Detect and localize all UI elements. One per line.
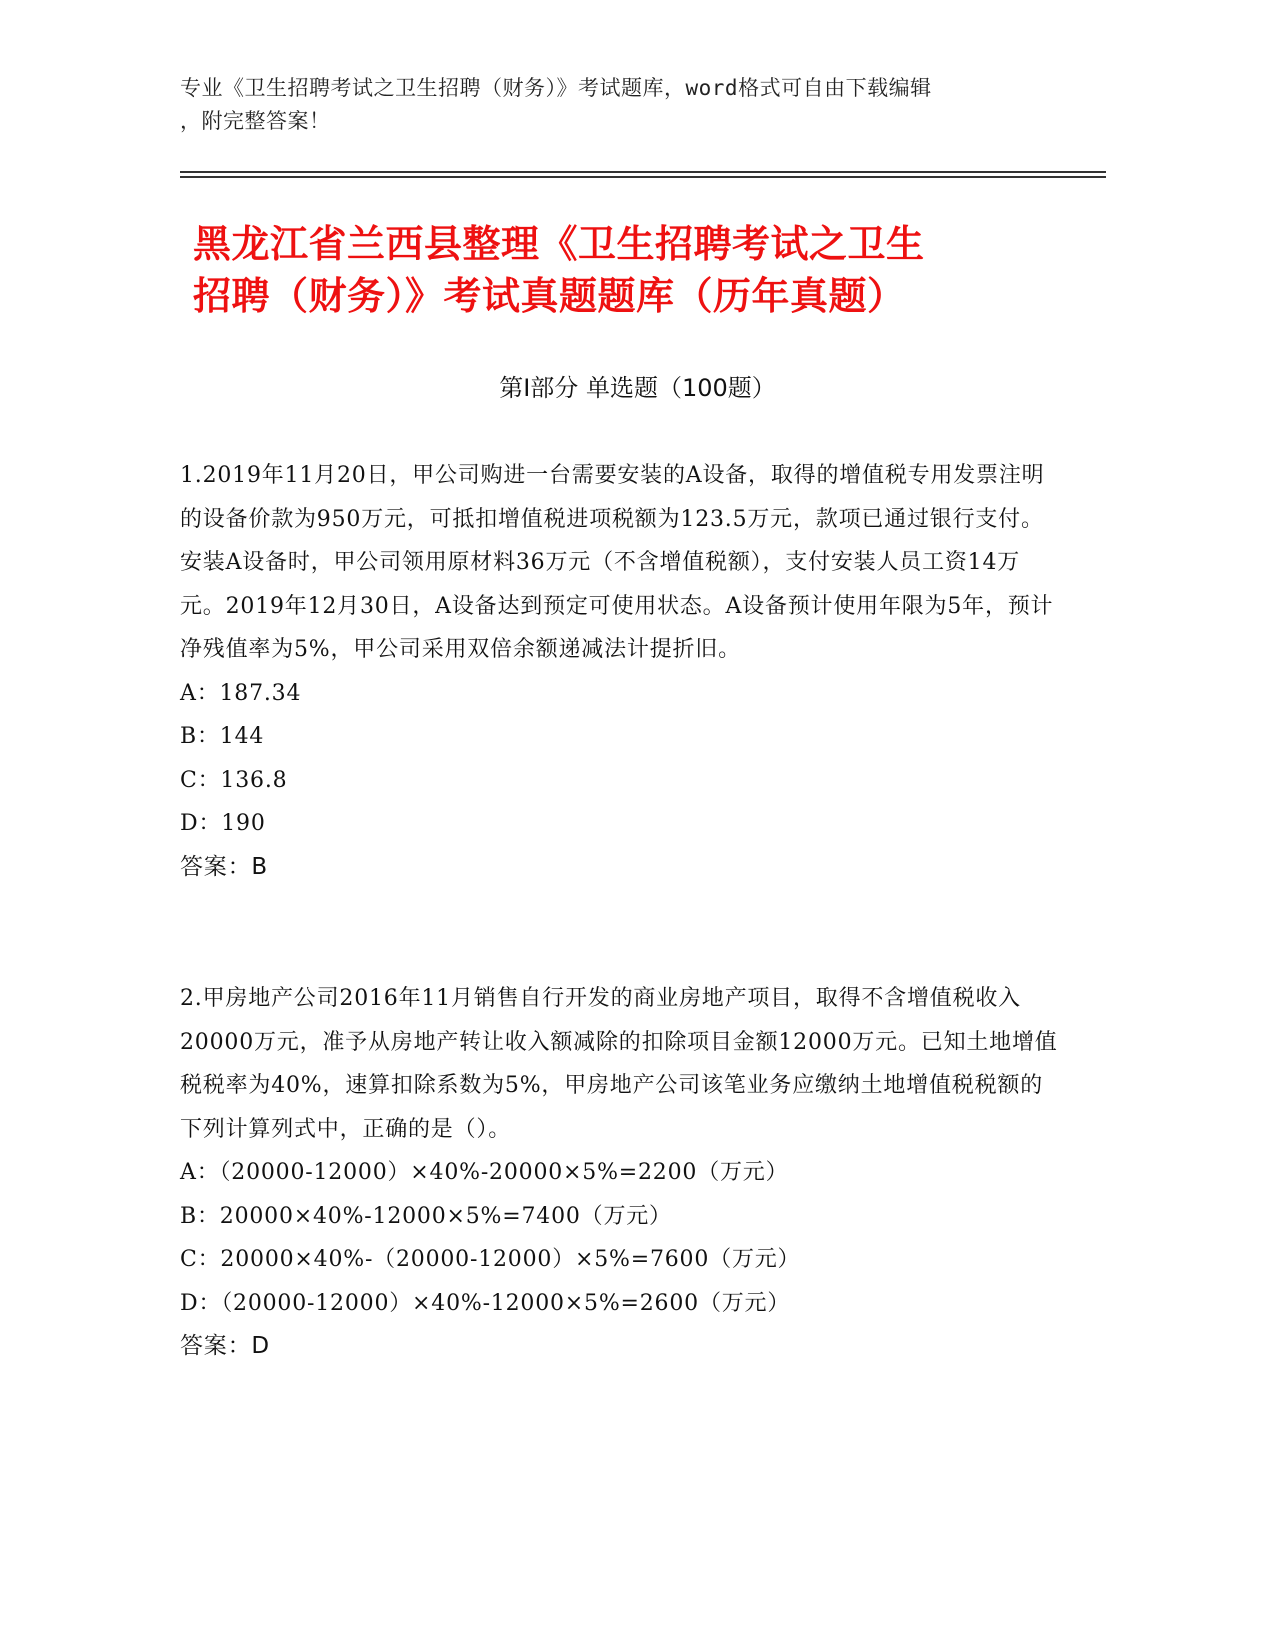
option-a: A：（20000-12000）×40%-20000×5%=2200（万元） xyxy=(180,1160,789,1185)
header-note xyxy=(180,72,1040,138)
option-c: C：20000×40%-（20000-12000）×5%=7600（万元） xyxy=(180,1247,801,1272)
option-d: D：（20000-12000）×40%-12000×5%=2600（万元） xyxy=(180,1290,791,1316)
option-b: B：144 xyxy=(180,724,265,749)
section-heading: 第Ⅰ部分 单选题（100题） xyxy=(499,374,776,402)
header-divider-top xyxy=(180,171,1106,173)
question-2 xyxy=(180,977,1060,1369)
option-b: B：20000×40%-12000×5%=7400（万元） xyxy=(180,1203,672,1229)
document-title-line-1: 黑龙江省兰西县整理《卫生招聘考试之卫生 xyxy=(193,222,925,266)
header-note-line-2: ，附完整答案！ xyxy=(180,109,331,133)
question-stem: 1.2019年11月20日，甲公司购进一台需要安装的A设备，取得的增值税专用发票注明的设备价款为950万元，可抵扣增值税进项税额为123.5万元，款项已通过银行支付。安装A设备时，甲公司领用原材料36万元（不含增值税额），支付安装人员工资14万元。2019年12月30日，A设备达到预定可使用状态。A设备预计使用年限为5年，预计净残值率为5%，甲公司采用双倍余额递减法计提折旧。 xyxy=(180,463,1054,662)
question-stem: 2.甲房地产公司2016年11月销售自行开发的商业房地产项目，取得不含增值税收入20000万元，准予从房地产转让收入额减除的扣除项目金额12000万元。已知土地增值税税率为40%，速算扣除系数为5%，甲房地产公司该笔业务应缴纳土地增值税税额的下列计算列式中，正确的是（）。 xyxy=(180,986,1058,1142)
answer: 答案：D xyxy=(180,1333,270,1359)
question-1 xyxy=(180,454,1060,889)
document-title-line-2: 招聘（财务）》考试真题题库（历年真题） xyxy=(193,274,906,318)
option-d: D：190 xyxy=(180,811,266,836)
answer: 答案：B xyxy=(180,853,268,880)
header-divider-bottom xyxy=(180,176,1106,178)
option-a: A：187.34 xyxy=(180,680,302,706)
option-c: C：136.8 xyxy=(180,767,288,793)
header-note-line-1: 专业《卫生招聘考试之卫生招聘（财务）》考试题库，word格式可自由下载编辑 xyxy=(180,76,932,100)
document-title xyxy=(193,218,1093,322)
